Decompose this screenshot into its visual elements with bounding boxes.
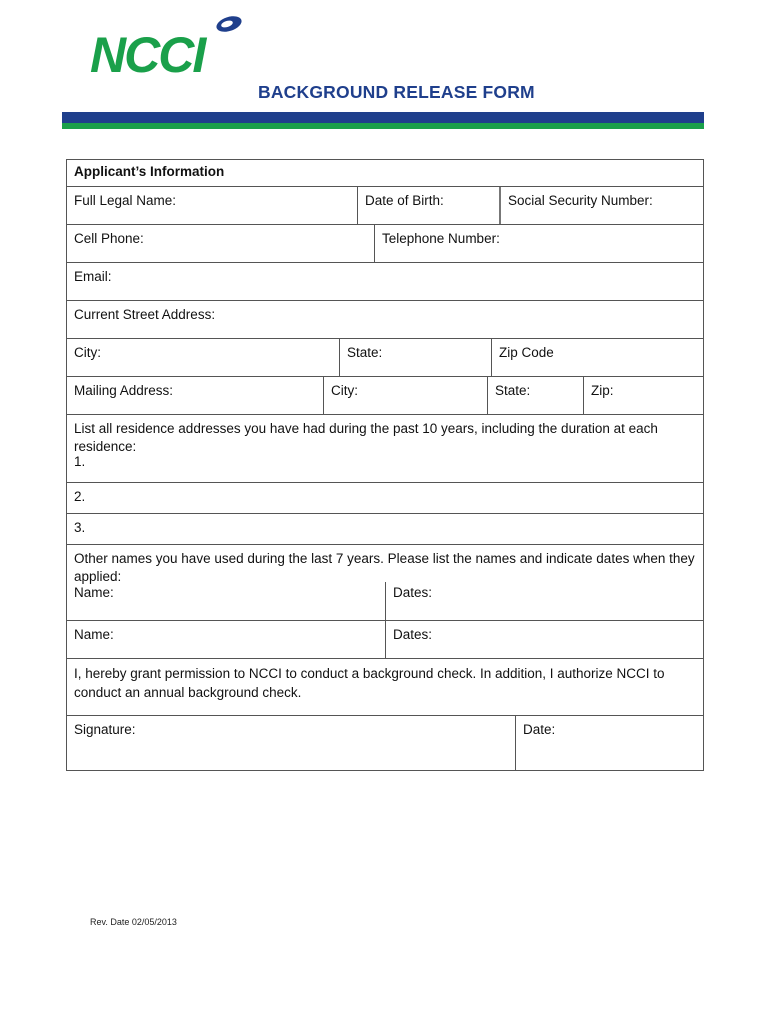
- state-field[interactable]: [339, 339, 491, 376]
- email-label: Email:: [74, 269, 112, 284]
- residence-row-2: [67, 482, 703, 513]
- email-row: [67, 262, 703, 300]
- street-address-label: Current Street Address:: [74, 307, 216, 322]
- residence-3-field[interactable]: [67, 514, 703, 544]
- section-header-row: [67, 160, 703, 186]
- mailing-city-label: City:: [331, 383, 358, 398]
- permission-row: [67, 658, 703, 715]
- email-field[interactable]: [67, 263, 703, 300]
- section-header-cell: [67, 160, 703, 186]
- section-title: Applicant’s Information: [74, 164, 225, 179]
- zip-code-field[interactable]: [491, 339, 703, 376]
- state-label: State:: [347, 345, 383, 360]
- street-address-row: [67, 300, 703, 338]
- name-1-label: Name:: [74, 585, 114, 600]
- mailing-address-field[interactable]: [67, 377, 323, 414]
- dates-1-field[interactable]: [385, 582, 703, 620]
- mailing-address-label: Mailing Address:: [74, 383, 174, 398]
- mailing-zip-label: Zip:: [591, 383, 614, 398]
- date-of-birth-label: Date of Birth:: [365, 193, 444, 208]
- telephone-label: Telephone Number:: [382, 231, 500, 246]
- other-names-instructions-text: Other names you have used during the last 7 years. Please list the names and indicate dates when they applied:: [74, 551, 695, 584]
- dates-2-field[interactable]: [385, 621, 703, 658]
- residence-2-field[interactable]: [67, 483, 703, 513]
- mailing-address-row: [67, 376, 703, 414]
- name-row: [67, 186, 703, 224]
- other-name-row-2: [67, 620, 703, 658]
- other-name-row-1: [67, 582, 703, 620]
- phone-row: [67, 224, 703, 262]
- residence-1-label: 1.: [74, 454, 86, 469]
- mailing-state-label: State:: [495, 383, 531, 398]
- ncci-logo-mark: [88, 14, 248, 78]
- ssn-field[interactable]: [499, 187, 703, 224]
- form-title: BACKGROUND RELEASE FORM: [258, 82, 535, 102]
- signature-field[interactable]: [67, 716, 515, 770]
- signature-date-field[interactable]: [515, 716, 703, 770]
- background-release-form: [66, 159, 704, 771]
- residence-row-1: [67, 452, 703, 482]
- header-band-green: [62, 123, 704, 129]
- signature-date-label: Date:: [523, 722, 556, 737]
- mailing-state-field[interactable]: [487, 377, 583, 414]
- ssn-label: Social Security Number:: [508, 193, 653, 208]
- zip-code-label: Zip Code: [499, 345, 554, 360]
- signature-row: [67, 715, 703, 770]
- street-address-field[interactable]: [67, 301, 703, 338]
- full-legal-name-field[interactable]: [67, 187, 357, 224]
- residence-1-field[interactable]: [67, 452, 703, 482]
- mailing-city-field[interactable]: [323, 377, 487, 414]
- revision-date: Rev. Date 02/05/2013: [90, 917, 177, 927]
- other-names-row: [67, 544, 703, 582]
- date-of-birth-field[interactable]: [357, 187, 499, 224]
- permission-text: I, hereby grant permission to NCCI to conduct a background check. In addition, I authorize NCCI to conduct an annual background check.: [74, 666, 665, 700]
- ncci-logo: [88, 14, 248, 78]
- city-state-zip-row: [67, 338, 703, 376]
- name-1-field[interactable]: [67, 582, 385, 620]
- full-legal-name-label: Full Legal Name:: [74, 193, 177, 208]
- cell-phone-label: Cell Phone:: [74, 231, 144, 246]
- dates-2-label: Dates:: [393, 627, 433, 642]
- residence-3-label: 3.: [74, 520, 86, 535]
- residence-row-3: [67, 513, 703, 544]
- residence-instructions-row: [67, 414, 703, 452]
- name-2-label: Name:: [74, 627, 114, 642]
- city-field[interactable]: [67, 339, 339, 376]
- dates-1-label: Dates:: [393, 585, 433, 600]
- residence-instructions-text: List all residence addresses you have had during the past 10 years, including the duration at each residence:: [74, 421, 658, 454]
- telephone-field[interactable]: [374, 225, 703, 262]
- signature-label: Signature:: [74, 722, 136, 737]
- cell-phone-field[interactable]: [67, 225, 374, 262]
- other-names-cell: [67, 545, 703, 582]
- header-band-blue: [62, 112, 704, 123]
- name-2-field[interactable]: [67, 621, 385, 658]
- permission-cell: [67, 659, 703, 715]
- residence-instructions-cell: [67, 415, 703, 452]
- city-label: City:: [74, 345, 101, 360]
- mailing-zip-field[interactable]: [583, 377, 703, 414]
- residence-2-label: 2.: [74, 489, 86, 504]
- svg-text:NCCI: NCCI: [90, 27, 205, 78]
